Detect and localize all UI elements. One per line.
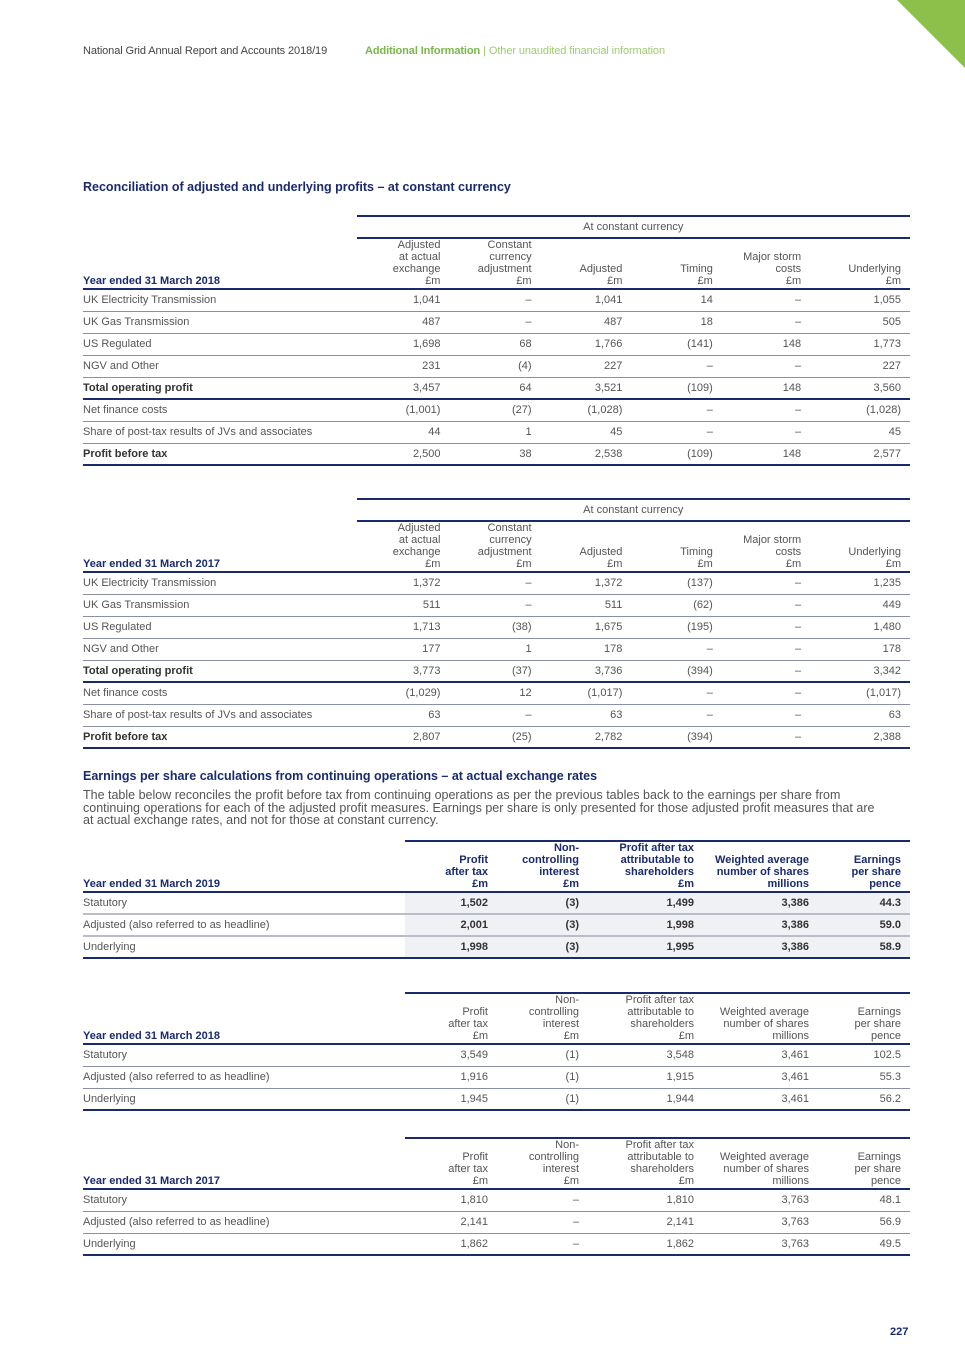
cell-value: 56.2 (818, 1088, 910, 1110)
cell-value: – (497, 1211, 588, 1233)
cell-value: – (722, 594, 810, 616)
cell-value: 1,041 (541, 289, 632, 311)
row-label: UK Gas Transmission (83, 594, 357, 616)
table-row (83, 572, 910, 594)
cell-value: 2,141 (405, 1211, 497, 1233)
cell-value: 56.9 (818, 1211, 910, 1233)
cell-value: 1,041 (357, 289, 450, 311)
cell-value: – (722, 638, 810, 660)
cell-value: 102.5 (818, 1044, 910, 1066)
column-header: Adjusted £m (579, 263, 623, 287)
cell-value: 3,461 (703, 1088, 818, 1110)
row-label: Profit before tax (83, 443, 357, 465)
column-header: Profit after tax attributable to shareholders £m (625, 1139, 694, 1187)
cell-value: 1,766 (541, 333, 632, 355)
row-label: US Regulated (83, 333, 357, 355)
column-header: Underlying £m (848, 263, 901, 287)
cell-value: – (631, 355, 721, 377)
table-row (83, 1088, 910, 1110)
table-row (83, 1066, 910, 1088)
cell-value: 487 (357, 311, 450, 333)
recon-table-2017 (83, 498, 910, 749)
cell-value: (109) (631, 443, 721, 465)
recon-table-2018 (83, 215, 910, 466)
cell-value: 1,945 (405, 1088, 497, 1110)
eps-title: Earnings per share calculations from continuing operations – at actual exchange rates (83, 769, 598, 783)
table-row (83, 914, 910, 936)
cell-value: 1,998 (588, 914, 703, 936)
cell-value: – (497, 1189, 588, 1211)
cell-value: (1) (497, 1066, 588, 1088)
cell-value: 148 (722, 443, 810, 465)
table-row (83, 660, 910, 682)
section-name: Additional Information (365, 45, 481, 57)
cell-value: 1,499 (588, 892, 703, 914)
cell-value: – (449, 289, 540, 311)
row-label: Adjusted (also referred to as headline) (83, 914, 405, 936)
cell-value: 3,342 (810, 660, 910, 682)
cell-value: (3) (497, 914, 588, 936)
cell-value: 178 (541, 638, 632, 660)
cell-value: 14 (631, 289, 721, 311)
cell-value: 12 (449, 682, 540, 704)
cell-value: 487 (541, 311, 632, 333)
cell-value: 2,577 (810, 443, 910, 465)
row-label: Adjusted (also referred to as headline) (83, 1211, 405, 1233)
cell-value: 63 (810, 704, 910, 726)
cell-value: 3,763 (703, 1189, 818, 1211)
subsection-name: Other unaudited financial information (488, 45, 665, 57)
row-label: UK Electricity Transmission (83, 572, 357, 594)
cell-value: 231 (357, 355, 450, 377)
cell-value: 1,055 (810, 289, 910, 311)
row-label: Statutory (83, 892, 405, 914)
cell-value: – (722, 355, 810, 377)
cell-value: 1,502 (405, 892, 497, 914)
cell-value: – (722, 660, 810, 682)
cell-value: 58.9 (818, 936, 910, 958)
recon-title: Reconciliation of adjusted and underlying profits – at constant currency (83, 180, 511, 194)
cell-value: 511 (357, 594, 450, 616)
year-label: Year ended 31 March 2018 (83, 275, 220, 287)
cell-value: 63 (357, 704, 450, 726)
row-label: Share of post-tax results of JVs and associates (83, 421, 357, 443)
eps-table-2019 (83, 840, 910, 959)
cell-value: (1) (497, 1044, 588, 1066)
cell-value: – (631, 399, 721, 421)
column-header: Earnings per share pence (854, 1006, 901, 1042)
cell-value: (394) (631, 726, 721, 748)
year-label: Year ended 31 March 2017 (83, 1175, 220, 1187)
column-header: Weighted average number of shares millions (715, 854, 809, 890)
cell-value: 148 (722, 333, 810, 355)
cell-value: – (722, 704, 810, 726)
cell-value: 1 (449, 421, 540, 443)
row-label: NGV and Other (83, 355, 357, 377)
section-breadcrumb (365, 45, 665, 57)
table-row (83, 289, 910, 311)
cell-value: 1,773 (810, 333, 910, 355)
cell-value: 3,763 (703, 1233, 818, 1255)
column-header: Adjusted at actual exchange £m (392, 239, 441, 287)
cell-value: – (631, 704, 721, 726)
cell-value: 1,998 (405, 936, 497, 958)
cell-value: 3,386 (703, 914, 818, 936)
column-header: Profit after tax £m (448, 1151, 488, 1187)
cell-value: (195) (631, 616, 721, 638)
cell-value: 59.0 (818, 914, 910, 936)
column-header: Constant currency adjustment £m (477, 522, 532, 570)
cell-value: (4) (449, 355, 540, 377)
cell-value: (1,028) (810, 399, 910, 421)
eps-table-2018 (83, 992, 910, 1111)
column-header: Adjusted at actual exchange £m (392, 522, 441, 570)
column-header: Profit after tax £m (448, 1006, 488, 1042)
cell-value: (25) (449, 726, 540, 748)
cell-value: (137) (631, 572, 721, 594)
table-row (83, 704, 910, 726)
row-label: UK Electricity Transmission (83, 289, 357, 311)
cell-value: 38 (449, 443, 540, 465)
cell-value: 44 (357, 421, 450, 443)
row-label: Underlying (83, 1088, 405, 1110)
column-header: Profit after tax £m (445, 854, 488, 890)
cell-value: (37) (449, 660, 540, 682)
table-row (83, 1044, 910, 1066)
cell-value: 44.3 (818, 892, 910, 914)
table-row (83, 355, 910, 377)
table-row (83, 892, 910, 914)
cell-value: 1,862 (588, 1233, 703, 1255)
cell-value: 1,372 (357, 572, 450, 594)
cell-value: 45 (810, 421, 910, 443)
corner-accent-triangle (897, 0, 965, 68)
cell-value: – (722, 289, 810, 311)
cell-value: 505 (810, 311, 910, 333)
row-label: NGV and Other (83, 638, 357, 660)
cell-value: 1,372 (541, 572, 632, 594)
column-header: Profit after tax attributable to shareholders £m (625, 994, 694, 1042)
cell-value: – (722, 726, 810, 748)
cell-value: 1,810 (405, 1189, 497, 1211)
cell-value: 3,549 (405, 1044, 497, 1066)
cell-value: 2,001 (405, 914, 497, 936)
cell-value: – (449, 572, 540, 594)
cell-value: (1,001) (357, 399, 450, 421)
table-row (83, 1211, 910, 1233)
cell-value: – (449, 594, 540, 616)
cell-value: 3,386 (703, 936, 818, 958)
column-header: Profit after tax attributable to shareholders £m (619, 842, 694, 890)
row-label: Adjusted (also referred to as headline) (83, 1066, 405, 1088)
year-label: Year ended 31 March 2018 (83, 1030, 220, 1042)
document-title: National Grid Annual Report and Accounts 2018/19 (83, 45, 328, 57)
cell-value: (1,028) (541, 399, 632, 421)
row-label: Total operating profit (83, 377, 357, 399)
cell-value: 49.5 (818, 1233, 910, 1255)
cell-value: (1,017) (541, 682, 632, 704)
cell-value: 3,773 (357, 660, 450, 682)
cell-value: (27) (449, 399, 540, 421)
column-group-label: At constant currency (357, 216, 910, 238)
cell-value: (1,029) (357, 682, 450, 704)
cell-value: – (449, 704, 540, 726)
cell-value: 1,995 (588, 936, 703, 958)
cell-value: 2,141 (588, 1211, 703, 1233)
cell-value: 3,736 (541, 660, 632, 682)
table-row (83, 421, 910, 443)
cell-value: 1 (449, 638, 540, 660)
cell-value: 1,915 (588, 1066, 703, 1088)
cell-value: (1) (497, 1088, 588, 1110)
cell-value: 177 (357, 638, 450, 660)
cell-value: 55.3 (818, 1066, 910, 1088)
row-label: Net finance costs (83, 399, 357, 421)
table-row (83, 333, 910, 355)
cell-value: – (722, 399, 810, 421)
table-row (83, 682, 910, 704)
cell-value: 1,480 (810, 616, 910, 638)
column-group-label: At constant currency (357, 499, 910, 521)
cell-value: 68 (449, 333, 540, 355)
eps-table-2017 (83, 1137, 910, 1256)
cell-value: 1,713 (357, 616, 450, 638)
cell-value: – (497, 1233, 588, 1255)
eps-description: The table below reconciles the profit before tax from continuing operations as per the previous tables back to the earnings per share from continuing operations for each of the adjusted profit measures. Earnings per share is only presented for those adjusted profit measures that are at actual exchange rates, and not for those at constant currency. (83, 788, 875, 827)
cell-value: – (631, 421, 721, 443)
cell-value: – (722, 311, 810, 333)
row-label: Statutory (83, 1189, 405, 1211)
table-row (83, 1233, 910, 1255)
cell-value: 1,698 (357, 333, 450, 355)
cell-value: 2,500 (357, 443, 450, 465)
cell-value: 1,675 (541, 616, 632, 638)
cell-value: 64 (449, 377, 540, 399)
cell-value: 2,538 (541, 443, 632, 465)
cell-value: 227 (810, 355, 910, 377)
cell-value: 511 (541, 594, 632, 616)
cell-value: 1,810 (588, 1189, 703, 1211)
cell-value: – (631, 682, 721, 704)
year-label: Year ended 31 March 2019 (83, 878, 220, 890)
table-row (83, 399, 910, 421)
cell-value: 1,862 (405, 1233, 497, 1255)
table-row (83, 1189, 910, 1211)
cell-value: 2,388 (810, 726, 910, 748)
cell-value: – (631, 638, 721, 660)
column-header: Constant currency adjustment £m (477, 239, 532, 287)
cell-value: – (722, 572, 810, 594)
cell-value: 45 (541, 421, 632, 443)
cell-value: 178 (810, 638, 910, 660)
cell-value: (3) (497, 936, 588, 958)
table-row (83, 726, 910, 748)
cell-value: (109) (631, 377, 721, 399)
column-header: Underlying £m (848, 546, 901, 570)
cell-value: (1,017) (810, 682, 910, 704)
cell-value: – (722, 616, 810, 638)
column-header: Adjusted £m (579, 546, 623, 570)
cell-value: 227 (541, 355, 632, 377)
cell-value: 3,461 (703, 1044, 818, 1066)
cell-value: 3,461 (703, 1066, 818, 1088)
cell-value: (38) (449, 616, 540, 638)
column-header: Major storm costs £m (743, 534, 802, 570)
table-row (83, 377, 910, 399)
cell-value: – (722, 682, 810, 704)
cell-value: 1,916 (405, 1066, 497, 1088)
column-header: Non- controlling interest £m (528, 1139, 579, 1187)
cell-value: 449 (810, 594, 910, 616)
year-label: Year ended 31 March 2017 (83, 558, 220, 570)
cell-value: 48.1 (818, 1189, 910, 1211)
column-header: Weighted average number of shares millions (719, 1006, 809, 1042)
row-label: UK Gas Transmission (83, 311, 357, 333)
column-header: Major storm costs £m (743, 251, 802, 287)
row-label: Net finance costs (83, 682, 357, 704)
cell-value: 3,521 (541, 377, 632, 399)
column-header: Non- controlling interest £m (528, 994, 579, 1042)
row-label: Share of post-tax results of JVs and associates (83, 704, 357, 726)
row-label: Profit before tax (83, 726, 357, 748)
cell-value: 3,457 (357, 377, 450, 399)
table-row (83, 311, 910, 333)
running-header (83, 45, 665, 57)
cell-value: 3,548 (588, 1044, 703, 1066)
table-row (83, 616, 910, 638)
page-number: 227 (890, 1326, 909, 1338)
column-header: Timing £m (680, 546, 713, 570)
cell-value: – (449, 311, 540, 333)
table-row (83, 594, 910, 616)
cell-value: 1,235 (810, 572, 910, 594)
cell-value: 2,807 (357, 726, 450, 748)
cell-value: 148 (722, 377, 810, 399)
table-row (83, 936, 910, 958)
table-row (83, 638, 910, 660)
table-row (83, 443, 910, 465)
column-header: Earnings per share pence (851, 854, 901, 890)
cell-value: (141) (631, 333, 721, 355)
cell-value: (394) (631, 660, 721, 682)
row-label: Underlying (83, 936, 405, 958)
cell-value: – (722, 421, 810, 443)
row-label: Underlying (83, 1233, 405, 1255)
cell-value: 63 (541, 704, 632, 726)
breadcrumb-separator: | (483, 45, 486, 57)
cell-value: (3) (497, 892, 588, 914)
cell-value: 18 (631, 311, 721, 333)
cell-value: (62) (631, 594, 721, 616)
column-header: Non- controlling interest £m (522, 842, 579, 890)
column-header: Timing £m (680, 263, 713, 287)
row-label: Total operating profit (83, 660, 357, 682)
cell-value: 3,560 (810, 377, 910, 399)
cell-value: 2,782 (541, 726, 632, 748)
cell-value: 3,386 (703, 892, 818, 914)
row-label: US Regulated (83, 616, 357, 638)
cell-value: 1,944 (588, 1088, 703, 1110)
cell-value: 3,763 (703, 1211, 818, 1233)
column-header: Weighted average number of shares millions (719, 1151, 809, 1187)
column-header: Earnings per share pence (854, 1151, 901, 1187)
row-label: Statutory (83, 1044, 405, 1066)
